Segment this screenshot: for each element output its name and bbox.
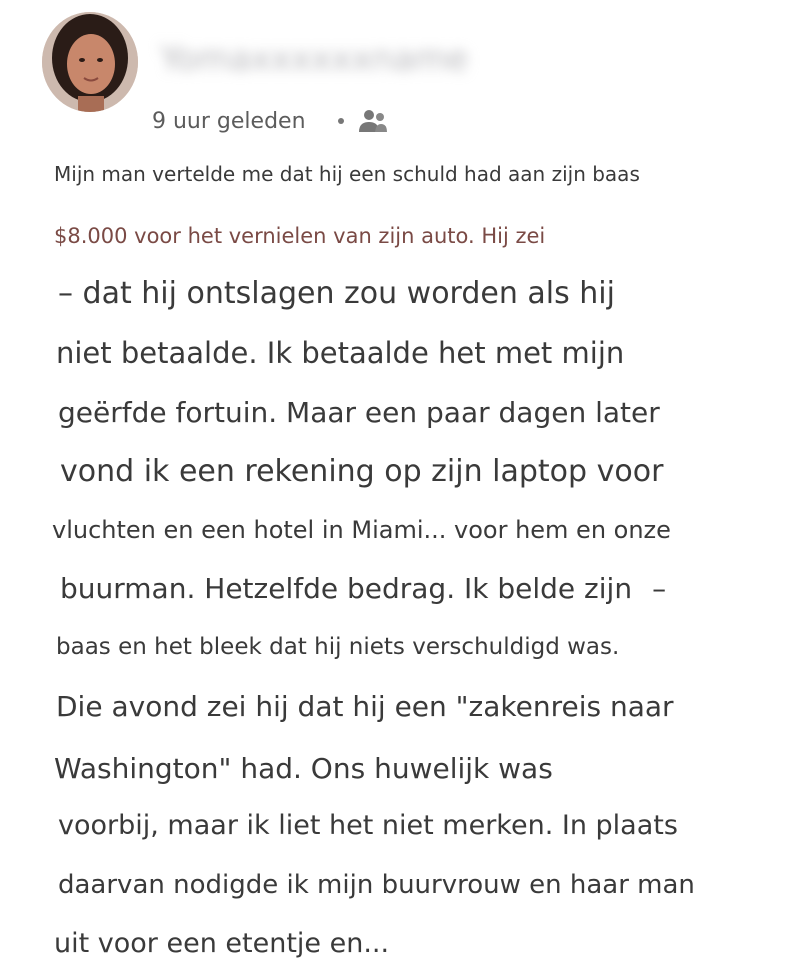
post-text-line: Mijn man vertelde me dat hij een schuld had aan zijn baas <box>54 162 640 186</box>
post-text-line: $8.000 voor het vernielen van zijn auto. Hij zei <box>54 224 546 248</box>
separator-dot <box>338 118 344 124</box>
people-icon[interactable] <box>358 108 388 134</box>
trailing-dash: – <box>652 572 667 605</box>
post-text-line: daarvan nodigde ik mijn buurvrouw en haar man <box>58 870 695 900</box>
author-name[interactable]: Yomaxxxxxxname <box>160 39 469 79</box>
post-text-line: uit voor een etentje en... <box>54 928 390 959</box>
post-text-line: voorbij, maar ik liet het niet merken. In plaats <box>58 810 678 841</box>
post-meta <box>152 106 388 136</box>
post-text-line: Die avond zei hij dat hij een "zakenreis naar <box>56 690 674 723</box>
post-text-line: vluchten en een hotel in Miami... voor hem en onze <box>52 516 671 544</box>
post-timestamp[interactable]: 9 uur geleden <box>152 108 306 134</box>
post-text-line: – dat hij ontslagen zou worden als hij <box>58 276 615 311</box>
post-text-segment: buurman. Hetzelfde bedrag. Ik belde zijn <box>60 572 633 605</box>
post-text-line: niet betaalde. Ik betaalde het met mijn <box>56 336 625 370</box>
post-text-line: Washington" had. Ons huwelijk was <box>54 752 553 785</box>
post-text-line: baas en het bleek dat hij niets verschuldigd was. <box>56 634 620 660</box>
post-text-line: vond ik een rekening op zijn laptop voor <box>60 454 664 489</box>
post-text-line <box>60 572 666 605</box>
post-text-line: geërfde fortuin. Maar een paar dagen later <box>58 396 660 429</box>
avatar[interactable] <box>42 12 138 112</box>
